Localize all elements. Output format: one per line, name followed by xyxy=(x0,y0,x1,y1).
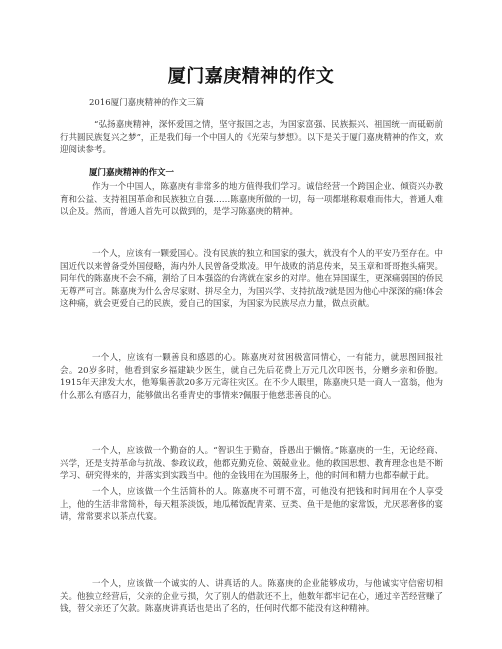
body-paragraph: 一个人，应该做一个诚实的人、讲真话的人。陈嘉庚的企业能够成功，与他诚实守信密切相关。他独立经营后，父亲的企业亏损，欠了别人的借款还不上，他数年都牢记在心，通过辛苦经营赚了钱，替父亲还了欠款。陈嘉庚讲真话也是出了名的，任何时代都不能没有这种精神。 xyxy=(60,579,443,615)
body-paragraph: 一个人，应该有一颗善良和感恩的心。陈嘉庚对贫困极富同情心，一有能力，就思图回报社会。20岁多时，他看到家乡福建缺少医生，就自己先后花费上万元几次印医书，分赠乡亲和侨胞。1915年天津发大水，他筹集善款20多万元寄往灾区。在不少人眼里，陈嘉庚只是一商人一富翁，他为什么那么有感召力，能够做出名垂青史的事情来?佩服于他慈悲善良的心。 xyxy=(60,353,443,401)
body-paragraph: 一个人，应该有一颗爱国心。没有民族的独立和国家的强大，就没有个人的平安乃至存在。中国近代以来曾备受外国侵略，海内外人民曾备受欺凌。甲午战败的消息传来，吴玉章和哥哥抱头痛哭。同年代的陈嘉庚不会不痛，割给了日本强盗的台湾就在家乡的对岸。他在异国谋生，更深痛弱国的侨民无尊严可言。陈嘉庚为什么舍尽家财、拼尽全力，为国兴学、支持抗战?就是因为他心中深深的痛!体会这种痛，就会更爱自己的民族，爱自己的国家，为国家为民族尽点力量，做点贡献。 xyxy=(60,249,443,310)
document-subtitle: 2016厦门嘉庚精神的作文三篇 xyxy=(89,98,205,108)
document-title: 厦门嘉庚精神的作文 xyxy=(167,66,335,87)
body-paragraph: 一个人，应该做一个生活简朴的人。陈嘉庚不可谓不富，可他没有把钱和时间用在个人享受上，他的生活非常简朴，每天粗茶淡饭，地瓜稀饭配青菜、豆类、鱼干是他的家常饭，尤厌恶奢侈的宴请，常常要求以茶点代宴。 xyxy=(60,487,443,523)
intro-paragraph: “弘扬嘉庚精神，深怀爱国之情，坚守报国之志，为国家富强、民族振兴、祖国统一而砥砺前行共圆民族复兴之梦”，正是我们每一个中国人的《光荣与梦想》。以下是关于厦门嘉庚精神的作文，欢迎阅读参考。 xyxy=(60,120,443,156)
body-paragraph: 作为一个中国人，陈嘉庚有非常多的地方值得我们学习。诚信经营一个跨国企业、倾资兴办教育和公益、支持祖国革命和民族独立自强……陈嘉庚所做的一切，每一项都堪称艰难而伟大，普通人难以企及。然而，普通人首先可以做到的，是学习陈嘉庚的精神。 xyxy=(60,182,443,218)
body-paragraph: 一个人，应该做一个勤奋的人。“智识生于勤奋，昏愚出于懒惰。”陈嘉庚的一生，无论经商、兴学，还是支持革命与抗战、参政议政，他都克勤克俭、兢兢业业。他的救国思想、教育理念也是不断学习、研究得来的，并落实到实践当中。他的金钱用在为国服务上，他的时间和精力也都奉献于此。 xyxy=(60,446,443,482)
section-heading: 厦门嘉庚精神的作文一 xyxy=(89,168,175,178)
